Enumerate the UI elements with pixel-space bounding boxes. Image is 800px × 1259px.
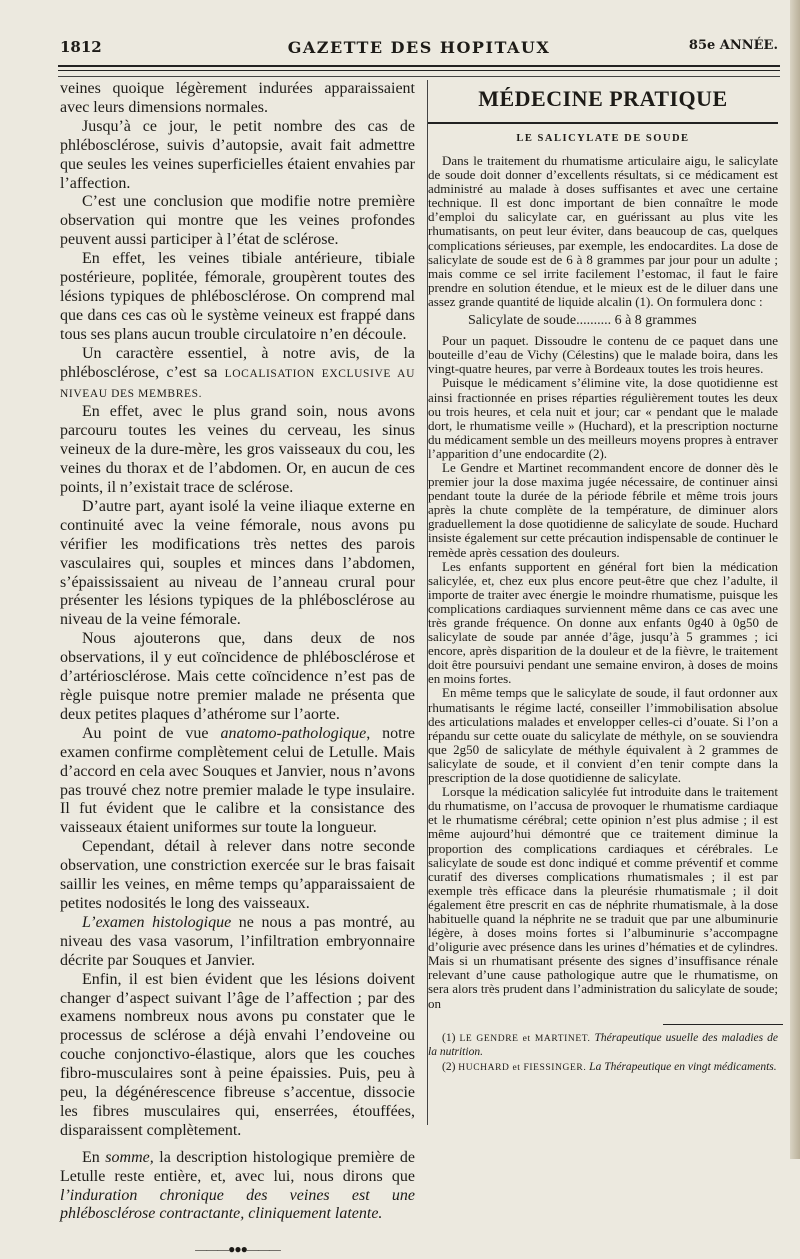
footnote-title: La Thérapeutique en vingt médicaments. (589, 1060, 777, 1073)
footnote (428, 1032, 778, 1059)
article-body (428, 154, 778, 1075)
text-run: ne nous a pas montré, au niveau des vasa vasorum, l’infiltration embryonnaire décrite par Souques et Janvier. (60, 913, 415, 969)
paragraph: Dans le traitement du rhumatisme articulaire aigu, le salicylate de soude doit donner d’excellents résultats, si ce médicament est administré au malade à doses suffisantes et avec une certaine technique. Il est donc important de bien connaître le mode d’emploi du salicylate car, en guérissant au plus vite les rhumatisants, on peut leur éviter, dans beaucoup de cas, quelques complications sérieuses, par exemple, les endocardites. La dose de salicylate de soude est de 6 à 8 grammes par jour pour un adulte ; mais comme ce sel irrite facilement l’estomac, il faut le faire prendre en solution étendue, et le mieux est de le diluer dans une assez grande quantité de liquide alcalin (1). On formulera donc : (428, 153, 778, 309)
paragraph (60, 725, 415, 838)
text-run: la description histologique première de Letulle reste entière, et, avec lui, nous dirons que (60, 1148, 416, 1185)
text-run: , notre examen confirme complètement celui de Letulle. Mais d’accord en cela avec Souques et Janvier, nous n’avons pas trouvé chez notre premier malade le type insulaire. Il fut évident que le calibre et la consistance des vaisseaux étaient uniformes sur toute la longueur. (60, 724, 416, 837)
footnote (428, 1061, 778, 1075)
footnote-number: (1) (442, 1031, 456, 1044)
paragraph: veines quoique légèrement indurées apparaissaient avec leurs dimensions normales. (60, 80, 415, 116)
section-rule (428, 122, 778, 124)
paragraph: Pour un paquet. Dissoudre le contenu de ce paquet dans une bouteille d’eau de Vichy (Célestins) que le malade boira, dans les vingt-quatre heures, par verre à Bordeaux toutes les trois heures. (428, 333, 778, 377)
page-header (60, 38, 778, 62)
paragraph: Cependant, détail à relever dans notre seconde observation, une constriction exercée sur le bras faisait saillir les veines, en même temps qu’apparaissaient de petites nodosités le long des vaisseaux. (60, 838, 415, 912)
paragraph (60, 345, 415, 404)
paragraph: En effet, avec le plus grand soin, nous avons parcouru toutes les veines du cerveau, les sinus veineux de la dure-mère, les gros vaisseaux du cou, les veines du thorax et de l’abdomen. Or, en aucun de ces points, il n’existait trace de sclérose. (60, 403, 415, 497)
journal-title: GAZETTE DES HOPITAUX (287, 38, 551, 57)
paragraph: Nous ajouterons que, dans deux de nos observations, il y eut coïncidence de phlébosclérose et d’artériosclérose. Mais cette coïncidence n’est pas de règle puisque notre premier malade ne présenta que deux petites plaques d’athérome sur l’aorte. (60, 630, 415, 723)
italic-text: anatomo-pathologique (220, 724, 367, 742)
end-ornament: ———●●●——— (195, 1242, 280, 1257)
paragraph: En effet, les veines tibiale antérieure, tibiale postérieure, poplitée, fémorale, groupèrent toutes des lésions typiques de phlébosclérose. On comprend mal que dans ces cas où le système veineux est frappé dans tous ses plans aucun trouble circulatoire n’en découle. (60, 250, 415, 343)
footnote-authors: LE GENDRE et MARTINET. (459, 1033, 591, 1044)
paragraph: C’est une conclusion que modifie notre première observation qui montre que les veines profondes peuvent aussi participer à l’état de sclérose. (60, 193, 415, 249)
paragraph: Jusqu’à ce jour, le petit nombre des cas de phlébosclérose, suivis d’autopsie, avait fait admettre que seules les veines superficielles étaient envahies par l’affection. (60, 117, 415, 192)
paragraph (60, 1149, 415, 1225)
section-title: MÉDECINE PRATIQUE (478, 86, 728, 111)
paragraph: Le Gendre et Martinet recommandent encore de donner dès le premier jour la dose maxima jugée nécessaire, de continuer ainsi pendant toute la durée de la période fébrile et même trois jours après la chute complète de la température, de diminuer alors graduellement la dose quotidienne de salicylate de soude. Huchard insiste également sur cette précaution indispensable de continuer le remède après cessation des douleurs. (428, 459, 778, 560)
paragraph: Les enfants supportent en général fort bien la médication salicylée, et, chez eux plus encore peut-être que chez l’adulte, il importe de traiter avec énergie le moindre rhumatisme, puisque les complications cardiaques surviennent même dans ce cas avec une très grande fréquence. On donne aux enfants 0g40 à 0g50 de salicylate de soude par année d’âge, jusqu’à 5 grammes ; ici encore, après disparition de la douleur et de la fièvre, le traitement doit être poursuivi pendant une semaine environ, à doses de moins en moins fortes. (428, 558, 778, 687)
year-label: 85e ANNÉE. (688, 38, 778, 53)
footnote-rule (663, 1024, 783, 1025)
text-run: Au point de vue (82, 724, 209, 742)
italic-text: somme, (105, 1148, 154, 1166)
header-rule (58, 70, 780, 71)
text-run: En (82, 1148, 100, 1166)
formula: Salicylate de soude.......... 6 à 8 grammes (468, 313, 697, 329)
text-run: Un caractère essentiel, à notre avis, de la phlébosclérose, c’est sa (60, 344, 415, 381)
page-number: 1812 (60, 38, 102, 56)
footnote-number: (2) (442, 1060, 456, 1073)
paragraph: D’autre part, ayant isolé la veine iliaque externe en continuité avec la veine fémorale, nous avons pu vérifier les modifications très nettes des parois vasculaires qui, souples et minces dans l’abdomen, s’épaississaient au niveau de l’anneau crural pour présenter les lésions typiques de la phlébosclérose au niveau de la veine fémorale. (60, 497, 415, 629)
paragraph: Puisque le médicament s’élimine vite, la dose quotidienne est ainsi fractionnée en prises réparties régulièrement toutes les deux ou trois heures, et cela nuit et jour; car « pendant que le malade dort, le rhumatisme veille » (Huchard), et la prescription nocturne du médicament semble un des meilleurs moyens propres à entraver l’apparition d’une endocardite (2). (428, 375, 778, 461)
footnote-authors: HUCHARD et FIESSINGER. (458, 1062, 587, 1073)
left-column (60, 80, 415, 1259)
footnote-title: Thérapeutique usuelle des maladies de la nutrition. (428, 1031, 779, 1058)
footnotes (428, 1032, 778, 1075)
paragraph: Enfin, il est bien évident que les lésions doivent changer d’aspect suivant l’âge de l’affection ; par des examens nombreux nous avons pu constater que le processus de sclérose a déjà envahi l’endoveine ou couche conjonctivo-élastique, alors que les couches fibro-musculaires sont à peine épaissies. Puis, peu à peu, la dégénérescence fibreuse s’accentue, dissocie les fibres musculaires qui, enserrées, étouffées, disparaissent complètement. (60, 970, 415, 1139)
italic-text: L’examen histologique (82, 913, 232, 931)
paragraph: En même temps que le salicylate de soude, il faut ordonner aux rhumatisants le régime lacté, conseiller l’immobilisation absolue des articulations malades et envelopper celles-ci d’ouate. Si l’on a répandu sur cette ouate du salicylate de méthyle, on se souviendra que 2g50 de salicylate de méthyle équivalent à 2 grammes de salicylate de soude, et il convient d’en tenir compte dans la prescription de la dose quotidienne de salicylate. (428, 685, 778, 786)
page-edge (790, 0, 800, 1159)
paragraph: Lorsque la médication salicylée fut introduite dans le traitement du rhumatisme, on l’accusa de provoquer le rhumatisme cardiaque et le rhumatisme cérébral; cette opinion n’est plus admise ; il est même aujourd’hui démontré que ce traitement diminue la proportion des complications cardiaques et cérébrales. Le salicylate de soude est donc indiqué et comme préventif et comme curatif des diverses complications rhumatismales ; il est par exemple très efficace dans la pleurésie rhumatismale ; il doit également être prescrit en cas de néphrite rhumatismale, à la dose habituelle quand la néphrite ne se traduit que par une albuminurie légère, à doses moins fortes si l’albuminurie s’accompagne d’oligurie avec présence dans les urines d’hématies et de cylindres. Mais si un rhumatisant présente des signes d’insuffisance rénale relevant d’une cause pathologique autre que le rhumatisme, on sera alors très prudent dans l’administration du salicylate de soude; on (428, 784, 778, 1011)
paragraph (60, 914, 415, 971)
header-rule (58, 76, 780, 77)
header-rule (58, 65, 780, 67)
small-caps-text: LOCALISATION EXCLUSIVE AU NIVEAU DES MEMBRES. (60, 367, 415, 400)
italic-text: l’induration chronique des veines est une phlébosclérose contractante, cliniquement latente. (60, 1186, 415, 1223)
article-title: LE SALICYLATE DE SOUDE (516, 133, 690, 144)
right-column (428, 80, 778, 1077)
